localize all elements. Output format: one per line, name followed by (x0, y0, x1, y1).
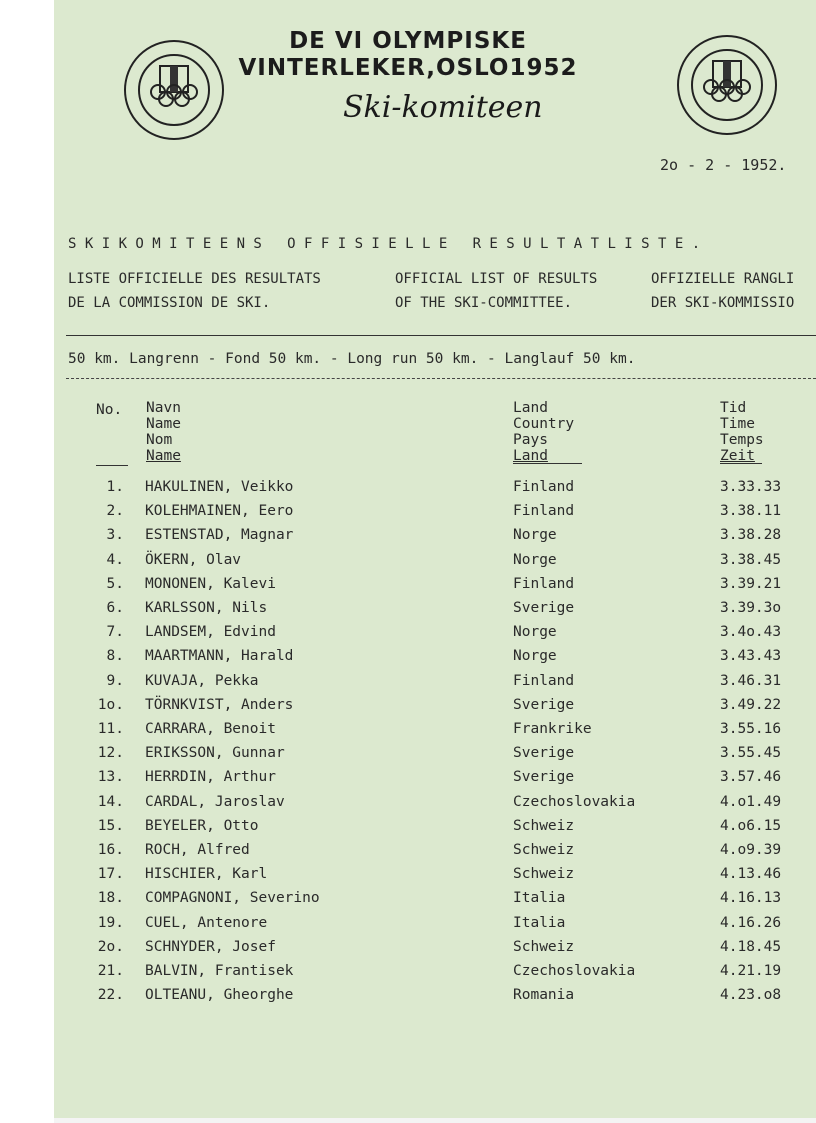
table-row (0, 745, 816, 767)
result-time: 4.16.13 (720, 890, 782, 907)
col-land-underline (513, 463, 582, 464)
table-row (0, 842, 816, 864)
result-number: 17. (97, 866, 124, 883)
athlete-name: HERRDIN, Arthur (145, 769, 276, 786)
athlete-name: KARLSSON, Nils (145, 600, 268, 616)
athlete-country: Finland (513, 672, 575, 689)
table-row (0, 503, 816, 525)
header-title-line2: VINTERLEKER,OSLO1952 (238, 55, 578, 81)
result-time: 3.39.21 (720, 575, 782, 592)
result-time: 3.43.43 (720, 648, 782, 665)
athlete-name: BEYELER, Otto (145, 817, 259, 834)
athlete-name: CARRARA, Benoit (145, 721, 276, 737)
result-time: 4.o6.15 (720, 817, 782, 834)
col-time-underline (720, 463, 762, 464)
result-number: 22. (97, 987, 124, 1004)
table-row (0, 552, 816, 574)
athlete-name: ÖKERN, Olav (145, 551, 242, 568)
athlete-country: Schweiz (513, 938, 575, 955)
athlete-name: OLTEANU, Gheorghe (145, 987, 294, 1004)
table-row (0, 673, 816, 695)
result-number: 8. (106, 648, 124, 665)
athlete-country: Czechoslovakia (513, 793, 636, 810)
result-number: 6. (106, 600, 124, 616)
table-row (0, 479, 816, 501)
result-time: 3.38.11 (720, 503, 782, 520)
table-row (0, 648, 816, 670)
col-header-land: Land Country Pays Land (513, 400, 575, 464)
athlete-name: MAARTMANN, Harald (145, 648, 294, 665)
table-row (0, 600, 816, 622)
athlete-country: Sverige (513, 745, 575, 762)
result-number: 9. (106, 672, 124, 689)
athlete-name: CUEL, Antenore (145, 914, 268, 931)
result-number: 12. (97, 745, 124, 762)
heading-de-line2: DER SKI-KOMMISSIO (651, 295, 795, 311)
athlete-country: Norge (513, 648, 557, 665)
header-subtitle: Ski-komiteen (343, 90, 543, 125)
athlete-name: CARDAL, Jaroslav (145, 793, 285, 810)
result-number: 18. (97, 890, 124, 907)
athlete-country: Finland (513, 479, 575, 495)
result-number: 1o. (97, 696, 124, 713)
result-time: 4.o1.49 (720, 793, 782, 810)
table-row (0, 963, 816, 985)
result-time: 4.o9.39 (720, 842, 782, 858)
athlete-name: SCHNYDER, Josef (145, 938, 276, 955)
table-row (0, 915, 816, 937)
result-number: 11. (97, 721, 124, 737)
table-row (0, 866, 816, 888)
result-number: 3. (106, 527, 124, 544)
col-no-underline (96, 465, 128, 466)
heading-en-line2: OF THE SKI-COMMITTEE. (395, 295, 573, 311)
athlete-country: Schweiz (513, 842, 575, 858)
athlete-name: HAKULINEN, Veikko (145, 479, 294, 495)
table-row (0, 624, 816, 646)
divider (66, 335, 816, 336)
event-title: 50 km. Langrenn - Fond 50 km. - Long run 50 km. - Langlauf 50 km. (68, 351, 636, 367)
spaced-title: S K I K O M I T E E N S O F F I S I E L L E R E S U L T A T L I S T E . (68, 236, 701, 252)
athlete-country: Frankrike (513, 721, 592, 737)
result-number: 5. (106, 575, 124, 592)
result-time: 4.23.o8 (720, 987, 782, 1004)
athlete-name: ESTENSTAD, Magnar (145, 527, 294, 544)
col-header-no: No. (96, 402, 123, 418)
table-row (0, 769, 816, 791)
result-time: 3.55.16 (720, 721, 782, 737)
result-number: 21. (97, 963, 124, 979)
athlete-country: Norge (513, 624, 557, 641)
page-bottom-edge (54, 1118, 816, 1123)
header-title-line1: DE VI OLYMPISKE (289, 28, 527, 54)
athlete-country: Schweiz (513, 817, 575, 834)
athlete-country: Czechoslovakia (513, 963, 636, 979)
heading-de-line1: OFFIZIELLE RANGLI (651, 271, 795, 287)
athlete-name: BALVIN, Frantisek (145, 963, 294, 979)
heading-fr-line2: DE LA COMMISSION DE SKI. (68, 295, 271, 311)
athlete-name: KOLEHMAINEN, Eero (145, 503, 294, 520)
table-row (0, 576, 816, 598)
result-number: 2o. (97, 938, 124, 955)
divider-dashed (66, 378, 816, 379)
result-number: 16. (97, 842, 124, 858)
result-number: 13. (97, 769, 124, 786)
athlete-country: Finland (513, 575, 575, 592)
athlete-name: HISCHIER, Karl (145, 866, 268, 883)
result-time: 3.39.3o (720, 600, 782, 616)
athlete-name: TÖRNKVIST, Anders (145, 696, 294, 713)
result-number: 15. (97, 817, 124, 834)
table-row (0, 890, 816, 912)
result-time: 3.57.46 (720, 769, 782, 786)
table-row (0, 818, 816, 840)
table-row (0, 697, 816, 719)
table-row (0, 527, 816, 549)
table-row (0, 939, 816, 961)
col-header-time: Tid Time Temps Zeit (720, 400, 764, 464)
result-number: 2. (106, 503, 124, 520)
document-date: 2o - 2 - 1952. (660, 156, 787, 174)
result-time: 4.18.45 (720, 938, 782, 955)
result-number: 14. (97, 793, 124, 810)
result-number: 7. (106, 624, 124, 641)
athlete-country: Italia (513, 890, 566, 907)
table-row (0, 987, 816, 1009)
result-time: 4.16.26 (720, 914, 782, 931)
athlete-name: MONONEN, Kalevi (145, 575, 276, 592)
athlete-name: COMPAGNONI, Severino (145, 890, 320, 907)
result-time: 3.38.28 (720, 527, 782, 544)
athlete-country: Sverige (513, 600, 575, 616)
athlete-country: Italia (513, 914, 566, 931)
athlete-name: ERIKSSON, Gunnar (145, 745, 285, 762)
table-row (0, 721, 816, 743)
result-time: 3.49.22 (720, 696, 782, 713)
result-time: 3.4o.43 (720, 624, 782, 641)
heading-fr-line1: LISTE OFFICIELLE DES RESULTATS (68, 271, 321, 287)
result-number: 4. (106, 551, 124, 568)
result-time: 3.33.33 (720, 479, 782, 495)
athlete-name: KUVAJA, Pekka (145, 672, 259, 689)
athlete-country: Schweiz (513, 866, 575, 883)
athlete-name: ROCH, Alfred (145, 842, 250, 858)
athlete-country: Sverige (513, 696, 575, 713)
athlete-name: LANDSEM, Edvind (145, 624, 276, 641)
athlete-country: Romania (513, 987, 575, 1004)
result-number: 1. (106, 479, 124, 495)
result-number: 19. (97, 914, 124, 931)
result-time: 3.46.31 (720, 672, 782, 689)
result-time: 3.55.45 (720, 745, 782, 762)
athlete-country: Finland (513, 503, 575, 520)
col-header-name: Navn Name Nom Name (146, 400, 181, 464)
result-time: 4.13.46 (720, 866, 782, 883)
heading-en-line1: OFFICIAL LIST OF RESULTS (395, 271, 598, 287)
athlete-country: Norge (513, 551, 557, 568)
athlete-country: Norge (513, 527, 557, 544)
table-row (0, 794, 816, 816)
athlete-country: Sverige (513, 769, 575, 786)
result-time: 3.38.45 (720, 551, 782, 568)
result-time: 4.21.19 (720, 963, 782, 979)
